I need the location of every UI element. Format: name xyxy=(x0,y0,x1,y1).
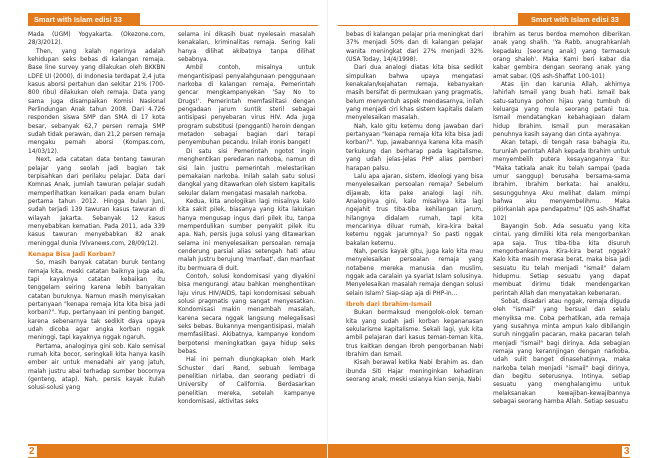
paragraph: Pertama, analoginya gini sob. Kalo semisal rumah kita bocor, seringkali kita hanya kasih ember air untuk menadahi air yang jatuh, malah justru abai terhadap sumber bocornya (genteng, atap). Nah, persis kayak itulah solusi-solusi yang xyxy=(28,343,165,392)
paragraph: Bayangin Sob. Ada sesuatu yang kita cintai, yang dimiliki kita rela mengorbankan apa saja. Trus tiba-tiba kita disuruh mengorbankannya. Kira-kira berat nggak? Kalo kita masih merasa berat, maka bisa jadi sesuatu itu telah menjadi "ismail" dalam hidupmu. Setiap sesuatu yang dapat membuat dirimu tidak mendengarkan perintah Allah dan menyatakan kebenaran. xyxy=(493,223,630,297)
footer-bar xyxy=(28,444,327,458)
paragraph: Nah, persis kayak gitu, juga kalo kita mau menyelesaikan persoalan remaja yang notabene mereka manusia dan muslim, nggak ada caralain ya syariat Islam solusinya. Menyelesaikan masalah remaja dengan solusi selain Islam? Siap-siap aja di PHP-in... xyxy=(346,248,483,297)
left-page xyxy=(0,0,327,458)
header-rule xyxy=(338,25,630,26)
right-header: Smart with Islam edisi 33 xyxy=(518,13,630,26)
paragraph: Atas ijin dan karunia Allah, akhirnya lahirlah Ismail yang buah hati. Ismail bak satu-satunya pohon hijau yang tumbuh di keluarga yang mula seorang petani tua. Ismail mendatangkan kebahagiaan dalam hidup Ibrahim. Ismail pun merasakan penuhnya kasih sayang dan cinta ayahnya. xyxy=(493,82,630,139)
paragraph: So, masih banyak catatan buruk tentang remaja kita, meski catatan baiknya juga ada, tapi kayaknya catatan kebaikan itu tenggelam seiring karena lebih banyakan catatan buruknya. Namun masih menyisakan pertanyaan "kenapa remaja kita kita bisa jadi korban?". Yup, pertanyaan ini penting banget, karena sebenarnya tak sedikit daya upaya udah dicoba agar angka korban nggak meninggi, tapi kayaknya nggak ngaruh. xyxy=(28,260,165,342)
paragraph: Nah, kalo gitu ketemu dong jawaban dari pertanyaan "kenapa remaja kita kita bisa jadi korban?". Yup, jawabannya karena kita masih terkukung dan berharap pada kapitalisme, yang udah jelas-jelas PHP alias pemberi harapan palsu. xyxy=(346,123,483,172)
left-column-1 xyxy=(28,31,165,393)
right-column-1 xyxy=(346,31,483,384)
page-number: 2 xyxy=(29,446,35,457)
left-column-2 xyxy=(178,31,315,406)
paragraph: Next, ada catatan data tentang tawuran pelajar yang seolah jadi bagian tak terpisahkan dari perilaku pelajar. Data dari Komnas Anak, jumlah tawuran pelajar sudah memperlihatkan kenaikan pada enam bulan pertama tahun 2012. Hingga bulan Juni, sudah terjadi 139 tawuran kasus tawuran di wilayah Jakarta. Sebanyak 12 kasus menyebabkan kematian. Pada 2011, ada 339 kasus tawuran menyebabkan 82 anak meninggal dunia (Vivanews.com, 28/09/12). xyxy=(28,157,165,247)
footer-bar xyxy=(328,444,630,458)
paragraph: Contoh, solusi kondomisasi yang diyakini bisa mengurangi atau bahkan menghentikan laju virus HIV/AIDS, tapi kondomisasi sebuah solusi pragmatis yang sangat menyesatkan. Kondomisasi makin menambah masalah, karena secara nggak langsung melegalisasi seks bebas. Bukannya mengantisipasi, malah memfasilitasi. Akibatnya, kampanye kondom berpotensi meningkatkan gaya hidup seks bebas. xyxy=(178,273,315,356)
paragraph: Kedua, kita anologikan lagi misalnya kalo kita sakit pilek, biasanya yang kita lakukan hanya mengusap ingus dari pilek itu, tanpa memperdulikan sumber penyakit pilek itu apa. Nah, persis juga solusi yang ditawarkan selama ini menyelesaikan persoalan remaja cenderung parsial alias setengah hati atau malah justru berujung 'manfaat', dan manfaat itu bermuara di duit. xyxy=(178,198,315,272)
paragraph: Bukan bermaksud mengolok-olok teman kita yang sudah jadi korban kegananasan sekularisme kapitalisme. Sekali lagi, yuk kita ambil pelajaran dari kasus teman-teman kita, trus kaitkan dengan Ibroh pengorbanan Nabi Ibrahim dan Ismail. xyxy=(346,310,483,359)
paragraph: Ibrahim as terus berdoa memohon diberikan anak yang shalih. 'Ya Rabb, anugrahkanlah kepadaku [seorang anak] yang termasuk orang shaleh'. Maka Kami beri kabar dia kabar gembira dengan seorang anak yang amat sabar. (QS ash-Shaffat 100-101) xyxy=(493,32,630,80)
right-page xyxy=(328,0,655,458)
paragraph: Kisah berawal ketika Nabi Ibrahim as. dan ibunda Siti Hajar meninginkan kehadiran seorang anak, meski usianya kian senja, Nabi xyxy=(346,360,483,384)
paragraph: Di satu sisi Pemerintah ngotot ingin menghentikan peredaran narkoba, namun di sisi lain justru pemerintah melestarikan pemakaian narkoba. Inilah salah satu solusi dangkal yang ditawarkan oleh sistem kapitalis sekular dalam mengatasi masalah narkoba. xyxy=(178,148,315,197)
section-heading: Kenapa Bisa Jadi Korban? xyxy=(28,250,116,258)
header-rule xyxy=(28,25,318,26)
paragraph: selama ini dikasih buat nyelesain masalah kenakalan, kriminalitas remaja. Sering kali hanya dilihat akibatnya tanpa dilihat sebabnya. xyxy=(178,32,315,64)
paragraph: Ambil contoh, misalnya untuk mengantisipasi penyalahgunaan penggunaan narkoba di kalangan remaja, Pemerintah gencar mengkampanyekan 'Say No to Drugs!'. Pemerintah memfasilitasi dengan pengadaan jarum suntik steril sebagai antisipasi penyebaran virus HIV. Ada juga program substitusi (pengganti) heroin dengan metadon sebagai bagian dari terapi penyembuhan pecandu. Inilah ironis banget! xyxy=(178,65,315,147)
right-column-2 xyxy=(493,31,630,406)
section-heading: Ibroh dari Ibrahim-Ismail xyxy=(346,301,432,308)
left-header: Smart with Islam edisi 33 xyxy=(28,13,140,26)
paragraph: Lalu apa ajaran, sistem, ideologi yang bisa menyelesaikan persoalan remaja? Sebelum dijawab, kita pake analogi lagi nih. Analoginya gini, kalo misalnya kita lagi ngejahit trus tiba-tiba kehilangan jarum, hilangnya didalam rumah, tapi kita mencarinya diluar rumah, kira-kira bakal ketemu nggak jarumnya? So pasti nggak bakalan ketemu. xyxy=(346,173,483,247)
paragraph: Then, yang kalah ngerinya adalah kehidupan seks bebas di kalangan remaja. Base line survey yang dilakukan oleh BKKBN LDFE UI (2000), di Indonesia terdapat 2,4 juta kasus aborsi pertahun dan sekitar 21% (700-800 ribu) dilakukan oleh remaja. Data yang sama juga disampaikan Komisi Nasional Perlindungan Anak tahun 2008. Dari 4.726 responden siswa SMP dan SMA di 17 kota besar, sebanyak 62,7 persen remaja SMP sudah tidak perawan, dan 21,2 persen remaja mengaku pernah aborsi (Kompas.com, 14/03/12). xyxy=(28,48,165,155)
paragraph: Mada (UGM) Yogyakarta. (Okezone.com, 28/3/2012). xyxy=(28,32,165,47)
paragraph: Sobat, disadari atau nggak, remaja diguda oleh "ismail" yang bersual dan selalu menyiksa me. Coba perhatikan, ada remaja yang susahnya minta ampun kalo dibilangin suruh ninggalin pacaran, maka pacaran telah menjadi "ismail" bagi dirinya. Ada sebagian remaja yang kerannjingan dengan narkoba, udah sulit banget dinasehatinnya, maka narkoba telah menjadi "ismail" bagi dirinya, dan begitu seterusnya. Intinya, setiap sesuatu yang menghalangimu untuk melaksanakan kewajiban-kewajibannya sebagai seorang hamba Allah. Setiap sesuatu xyxy=(493,299,630,406)
paragraph: bebas di kalangan pelajar pria meningkat dari 37% menjadi 50% dan di kalangan pelajar wanita meningkat dari 27% menjadi 32% (USA Today, 14/4/1998). xyxy=(346,32,483,64)
page-number: 3 xyxy=(624,446,630,457)
paragraph: Akan tetapi, di tengah rasa bahagia itu, turunlah perintah Allah kepada Ibrahim untuk menyembelih putera kesayangannya itu: "Maka tatkala anak itu telah sampai (pada umur sanggup) berusaha bersama-sama Ibrahim, Ibrahim berkata: hai anakku, sesungguhnya Aku melihat dalam mimpi bahwa aku menyembelihmu. Maka pikirkanlah apa pendapatmu" (QS ash-Shaffat 102) xyxy=(493,140,630,222)
paragraph: Hal ini pernah diungkapkan oleh Mark Schuster dari Rand, sebuah lembaga penelitian nirlaba, dan seorang pediatri di University of California. Berdasarkan penelitian mereka, setelah kampanye kondomisasi, aktivitas seks xyxy=(178,357,315,406)
paragraph: Dari dua analogi diatas kita bisa sedikit simpulkan bahwa upaya mengatasi kenakalan/kejahatan remaja, kebanyakan masih bersifat di permukaan yang pragmatis, belum menyentuh aspek mendasarnya, inilah yang menjadi ciri khas sistem kapitalis dalam menyelesaikan masalah. xyxy=(346,65,483,122)
